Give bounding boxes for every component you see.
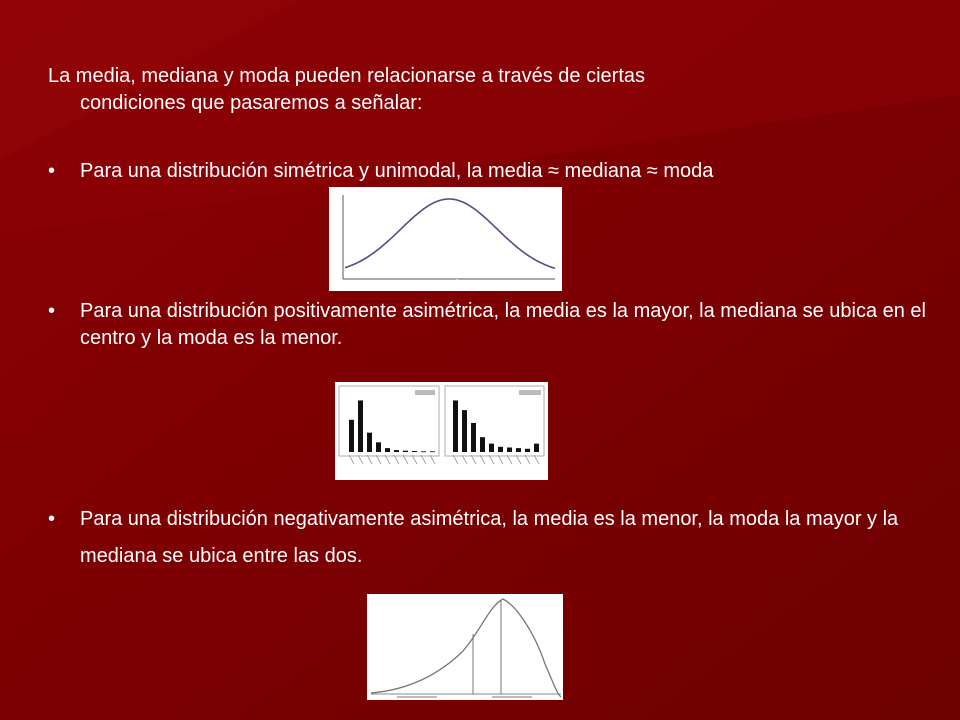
bullet-text-negative-skew: Para una distribución negativamente asimétrica, la media es la menor, la moda la mayor y la mediana se ubica entre las dos.	[80, 508, 899, 567]
histogram-bar	[394, 450, 399, 452]
histogram-bar	[349, 420, 354, 452]
histogram-bar	[471, 423, 476, 452]
histogram-bar	[430, 451, 435, 452]
histogram-bar	[507, 447, 512, 452]
bullet-marker: •	[48, 300, 56, 322]
skewed-curve	[371, 599, 561, 697]
intro-line-2: condiciones que pasaremos a señalar:	[80, 92, 423, 114]
intro-line-1: La media, mediana y moda pueden relacionarse a través de ciertas	[48, 65, 646, 87]
intro-paragraph	[48, 63, 908, 117]
histogram-bar	[453, 400, 458, 452]
histogram-bar	[367, 433, 372, 452]
histogram-bar	[421, 451, 426, 452]
negative-skew-svg	[367, 594, 563, 700]
panel-legend-right	[519, 390, 541, 395]
histogram-bar	[412, 451, 417, 452]
negative-skew-curve-figure	[367, 594, 563, 700]
histogram-bar	[462, 410, 467, 452]
histogram-bar	[525, 449, 530, 452]
bullet-marker: •	[48, 508, 56, 530]
histogram-bar	[376, 442, 381, 452]
axis-caption-left	[397, 696, 437, 698]
panel-legend-left	[415, 390, 435, 395]
histogram-bar	[480, 437, 485, 452]
bullet-text-positive-skew: Para una distribución positivamente asimétrica, la media es la mayor, la mediana se ubica en el centro y la moda es la menor.	[80, 300, 926, 349]
bullet-text-symmetric: Para una distribución simétrica y unimodal, la media ≈ mediana ≈ moda	[80, 160, 714, 182]
axis-caption-right	[492, 696, 532, 698]
histogram-bar	[516, 448, 521, 452]
bullet-marker: •	[48, 160, 56, 182]
symmetric-curve-figure	[329, 187, 562, 291]
histogram-bar	[498, 447, 503, 452]
symmetric-curve-svg	[329, 187, 562, 291]
histogram-bar	[358, 400, 363, 452]
histogram-bar	[534, 444, 539, 452]
histogram-bar	[489, 444, 494, 452]
panel-frame-right	[445, 386, 544, 456]
histogram-bar	[385, 448, 390, 452]
positive-skew-histograms-figure	[335, 382, 548, 480]
histograms-svg	[335, 382, 548, 480]
bell-curve	[345, 199, 555, 268]
histogram-bar	[403, 451, 408, 452]
